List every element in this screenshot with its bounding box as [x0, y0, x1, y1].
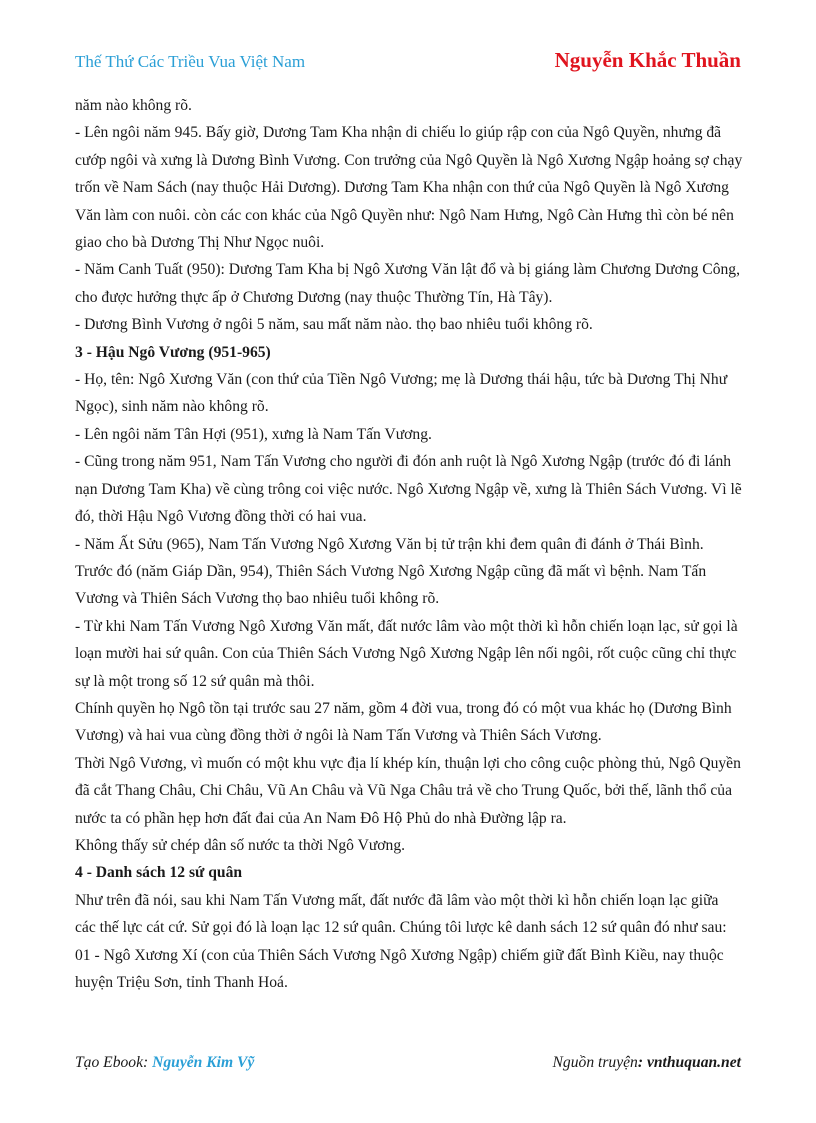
- paragraph: - Họ, tên: Ngô Xương Văn (con thứ của Tiền Ngô Vương; mẹ là Dương thái hậu, tức bà Dương Thị Như Ngọc), sinh năm nào không rõ.: [75, 371, 728, 416]
- ebook-label: Tạo Ebook: [75, 1054, 144, 1071]
- book-title: Thế Thứ Các Triều Vua Việt Nam: [75, 52, 306, 71]
- section-heading: 3 - Hậu Ngô Vương (951-965): [75, 343, 271, 361]
- source-label: Nguồn truyện: [552, 1054, 638, 1071]
- page-header: [75, 48, 741, 78]
- page-content: [75, 92, 743, 996]
- paragraph: - Năm Canh Tuất (950): Dương Tam Kha bị Ngô Xương Văn lật đổ và bị giáng làm Chương Dương Công, cho được hưởng thực ấp ở Chương Dương (nay thuộc Thường Tín, Hà Tây).: [75, 261, 741, 306]
- paragraph: Thời Ngô Vương, vì muốn có một khu vực địa lí khép kín, thuận lợi cho công cuộc phòng thủ, Ngô Quyền đã cắt Thang Châu, Chi Châu, Vũ An Châu và Vũ Nga Châu trả về cho Trung Quốc, bởi thế, lãnh thổ của nước ta có phần hẹp hơn đất đai của An Nam Đô Hộ Phủ do nhà Đường lập ra.: [75, 754, 741, 827]
- paragraph: - Năm Ất Sửu (965), Nam Tấn Vương Ngô Xương Văn bị tử trận khi đem quân đi đánh ở Thái Bình. Trước đó (năm Giáp Dần, 954), Thiên Sách Vương Ngô Xương Ngập cũng đã mất vì bệnh. Nam Tấn Vương và Thiên Sách Vương thọ bao nhiêu tuổi không rõ.: [75, 535, 707, 608]
- paragraph: Chính quyền họ Ngô tồn tại trước sau 27 năm, gồm 4 đời vua, trong đó có một vua khác họ (Dương Bình Vương) và hai vua cùng đồng thời ở ngôi là Nam Tấn Vương và Thiên Sách Vương.: [75, 699, 732, 745]
- source-separator: :: [637, 1054, 647, 1071]
- paragraph: - Từ khi Nam Tấn Vương Ngô Xương Văn mất, đất nước lâm vào một thời kì hỗn chiến loạn lạc, sử gọi là loạn mười hai sứ quân. Con của Thiên Sách Vương Ngô Xương Ngập lên nối ngôi, rốt cuộc cũng chỉ thực sự là một trong số 12 sứ quân mà thôi.: [75, 617, 738, 690]
- ebook-credit: [75, 1054, 254, 1072]
- paragraph: - Cũng trong năm 951, Nam Tấn Vương cho người đi đón anh ruột là Ngô Xương Ngập (trước đó đi lánh nạn Dương Tam Kha) về cùng trông coi việc nước. Ngô Xương Ngập về, xưng là Thiên Sách Vương. Vì lẽ đó, thời Hậu Ngô Vương đồng thời có hai vua.: [75, 453, 742, 526]
- paragraph: - Lên ngôi năm Tân Hợi (951), xưng là Nam Tấn Vương.: [75, 425, 432, 443]
- paragraph: - Dương Bình Vương ở ngôi 5 năm, sau mất năm nào. thọ bao nhiêu tuổi không rõ.: [75, 316, 593, 334]
- author-name: Nguyễn Khắc Thuần: [554, 48, 741, 72]
- paragraph: năm nào không rõ.: [75, 97, 192, 114]
- source-credit: [553, 1054, 741, 1072]
- paragraph: - Lên ngôi năm 945. Bấy giờ, Dương Tam Kha nhận di chiếu lo giúp rập con của Ngô Quyền, nhưng đã cướp ngôi và xưng là Dương Bình Vương. Con trưởng của Ngô Quyền là Ngô Xương Ngập hoảng sợ chạy trốn về Nam Sách (nay thuộc Hải Dương). Dương Tam Kha nhận con thứ của Ngô Quyền là Ngô Xương Văn làm con nuôi. còn các con khác của Ngô Quyền như: Ngô Nam Hưng, Ngô Càn Hưng thì còn bé nên giao cho bà Dương Thị Như Ngọc nuôi.: [75, 124, 743, 252]
- ebook-separator: :: [143, 1054, 153, 1071]
- ebook-creator-name: Nguyễn Kim Vỹ: [152, 1054, 255, 1071]
- page-footer: [75, 1054, 741, 1078]
- paragraph: 01 - Ngô Xương Xí (con của Thiên Sách Vương Ngô Xương Ngập) chiếm giữ đất Bình Kiều, nay thuộc huyện Triệu Sơn, tỉnh Thanh Hoá.: [75, 946, 724, 991]
- paragraph: Như trên đã nói, sau khi Nam Tấn Vương mất, đất nước đã lâm vào một thời kì hỗn chiến loạn lạc giữa các thế lực cát cứ. Sử gọi đó là loạn lạc 12 sứ quân. Chúng tôi lược kê danh sách 12 sứ quân đó như sau:: [75, 891, 727, 937]
- paragraph: Không thấy sử chép dân số nước ta thời Ngô Vương.: [75, 836, 406, 854]
- section-heading: 4 - Danh sách 12 sứ quân: [75, 864, 243, 882]
- source-site: vnthuquan.net: [646, 1054, 741, 1071]
